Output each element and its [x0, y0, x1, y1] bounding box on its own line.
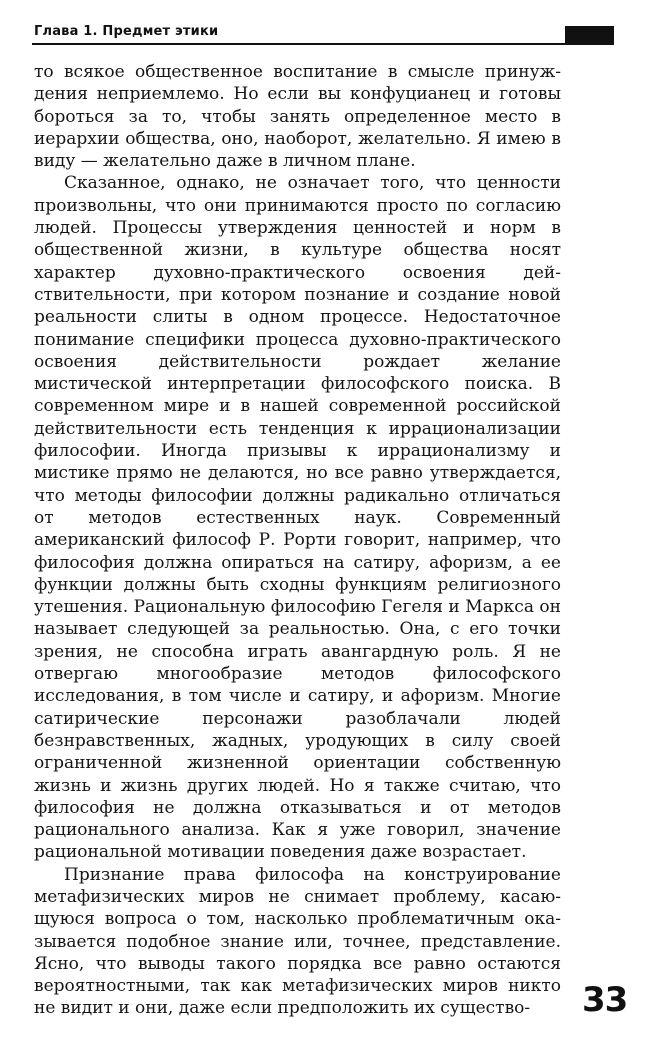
page-number: 33 — [582, 980, 628, 1020]
paragraph: Сказанное, однако, не означает того, что ценности произвольны, что они принимаются просто по согласию людей. Процессы утверждения ценностей и норм в общественной жизни, в культуре общества носят характер духовно-практического освоения действительности, при котором познание и создание новой реальности слиты в одном процессе. Недостаточное понимание специфики процесса духовно-практического освоения действительности рождает желание мистической интерпретации философского поиска. В современном мире и в нашей современной российской действительности есть тенденция к иррационализации философии. Иногда призывы к иррационализму и мистике прямо не делаются, но все равно утверждается, что методы философии должны радикально отличаться от методов естественных наук. Современный американский философ Р. Рорти говорит, например, что философия должна опираться на сатиру, афоризм, а ее функции должны быть сходны функциям религиозного утешения. Рациональную философию Гегеля и Маркса он называет следующей за реальностью. Она, с его точки зрения, не способна играть авангардную роль. Я не отвергаю многообразие методов философского исследования, в том числе и сатиру, и афоризм. Многие сатирические персонажи разоблачали людей безнравственных, жадных, уродующих в силу своей ограниченной жизненной ориентации собственную жизнь и жизнь других людей. Но я также считаю, что философия не должна отказываться и от методов рационального анализа. Как я уже говорил, значение рациональной мотивации поведения даже возрастает. — [34, 173, 561, 863]
paragraph-continuation: то всякое общественное воспитание в смысле принуждения неприемлемо. Но если вы конфуцианец и готовы бороться за то, чтобы занять определенное место в иерархии общества, оно, наоборот, желательно. Я имею в виду — желательно даже в личном плане. — [34, 62, 561, 172]
paragraph: Признание права философа на конструирование метафизических миров не снимает проблему, касающуюся вопроса о том, насколько проблематичным оказывается подобное знание или, точнее, представление. Ясно, что выводы такого порядка все равно остаются вероятностными, так как метафизических миров никто не видит и они, даже если предположить их существо- — [34, 864, 561, 1019]
header-rule — [32, 43, 614, 45]
running-head: Глава 1. Предмет этики — [34, 24, 219, 39]
body-text — [34, 61, 561, 1020]
